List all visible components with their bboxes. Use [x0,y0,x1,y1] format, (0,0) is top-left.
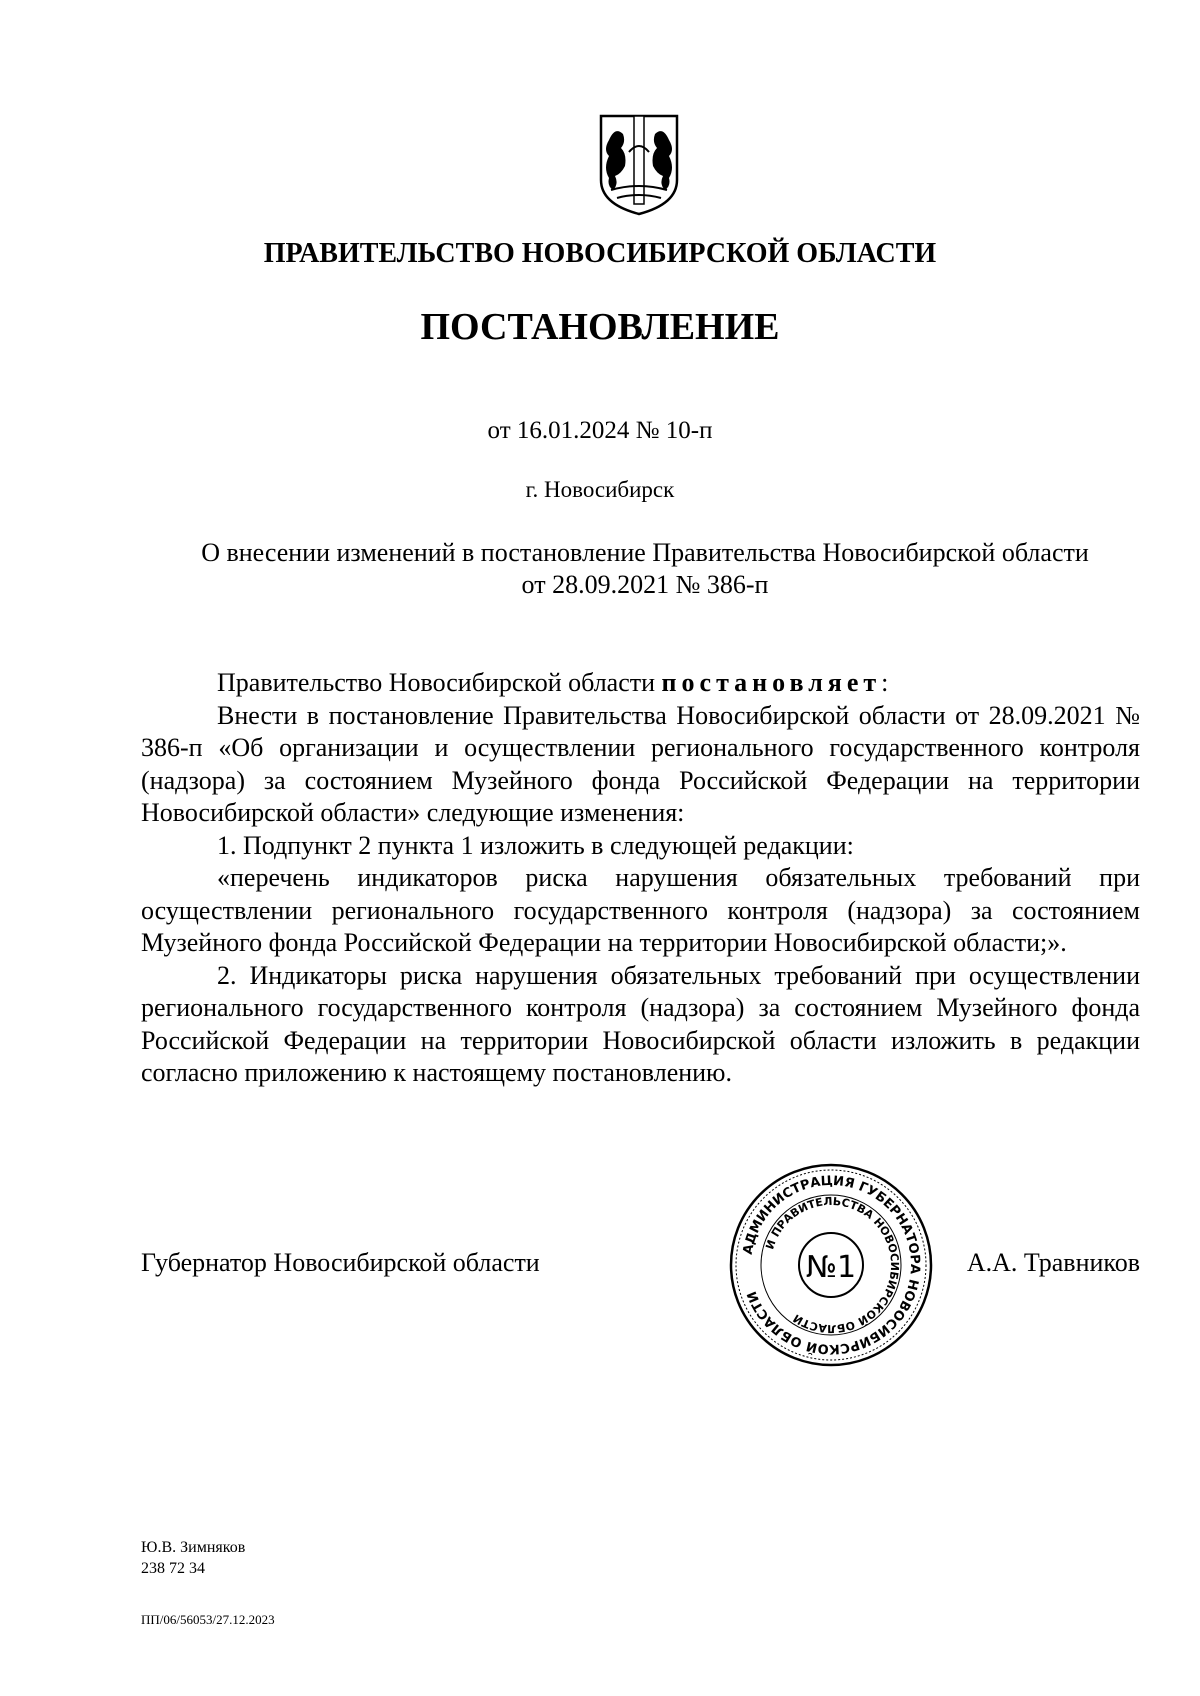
date-and-number: от 16.01.2024 № 10-п [487,417,713,444]
seal-number: №1 [805,1250,857,1285]
paragraph-quote: «перечень индикаторов риска нарушения обязательных требований при осуществлении регионального государственного контроля (надзора) за состоянием Музейного фонда Российской Федерации на территории Новосибирской области;». [141,863,1140,957]
intro-paragraph [141,667,1140,700]
signer-name: А.А. Травников [966,1248,1140,1277]
decree-word: постановляет [661,668,882,697]
subject-line-2: от 28.09.2021 № 386-п [521,570,769,599]
seal-inner-text: И ПРАВИТЕЛЬСТВА НОВОСИБИРСКОЙ ОБЛАСТИ [763,1194,902,1336]
coat-of-arms-icon [597,112,681,218]
document-type: ПОСТАНОВЛЕНИЕ [420,306,780,348]
signer-title: Губернатор Новосибирской области [141,1248,540,1277]
intro-suffix: : [881,668,889,697]
paragraph-item-2: 2. Индикаторы риска нарушения обязательных требований при осуществлении регионального государственного контроля (надзора) за состоянием Музейного фонда Российской Федерации на территории Новосибирской области изложить в редакции согласно приложению к настоящему постановлению. [141,960,1140,1087]
document-body [141,667,1140,1090]
official-seal-icon [728,1162,934,1368]
document-code: ПП/06/56053/27.12.2023 [141,1612,275,1627]
organization-title: ПРАВИТЕЛЬСТВО НОВОСИБИРСКОЙ ОБЛАСТИ [263,238,937,269]
paragraph-main: Внести в постановление Правительства Новосибирской области от 28.09.2021 № 386-п «Об организации и осуществлении регионального государственного контроля (надзора) за состоянием Музейного фонда Российской Федерации на территории Новосибирской области» следующие изменения: [141,700,1140,827]
document-subject [150,537,1140,601]
intro-prefix: Правительство Новосибирской области [217,668,662,697]
paragraph-item-1: 1. Подпункт 2 пункта 1 изложить в следующей редакции: [217,830,854,860]
city: г. Новосибирск [525,477,675,502]
executor-name: Ю.В. Зимняков [141,1539,246,1556]
executor-phone: 238 72 34 [141,1560,205,1577]
subject-line-1: О внесении изменений в постановление Правительства Новосибирской области [201,538,1089,567]
executor-info [141,1537,245,1579]
seal-outer-text: АДМИНИСТРАЦИЯ ГУБЕРНАТОРА НОВОСИБИРСКОЙ ОБЛАСТИ [740,1173,923,1357]
